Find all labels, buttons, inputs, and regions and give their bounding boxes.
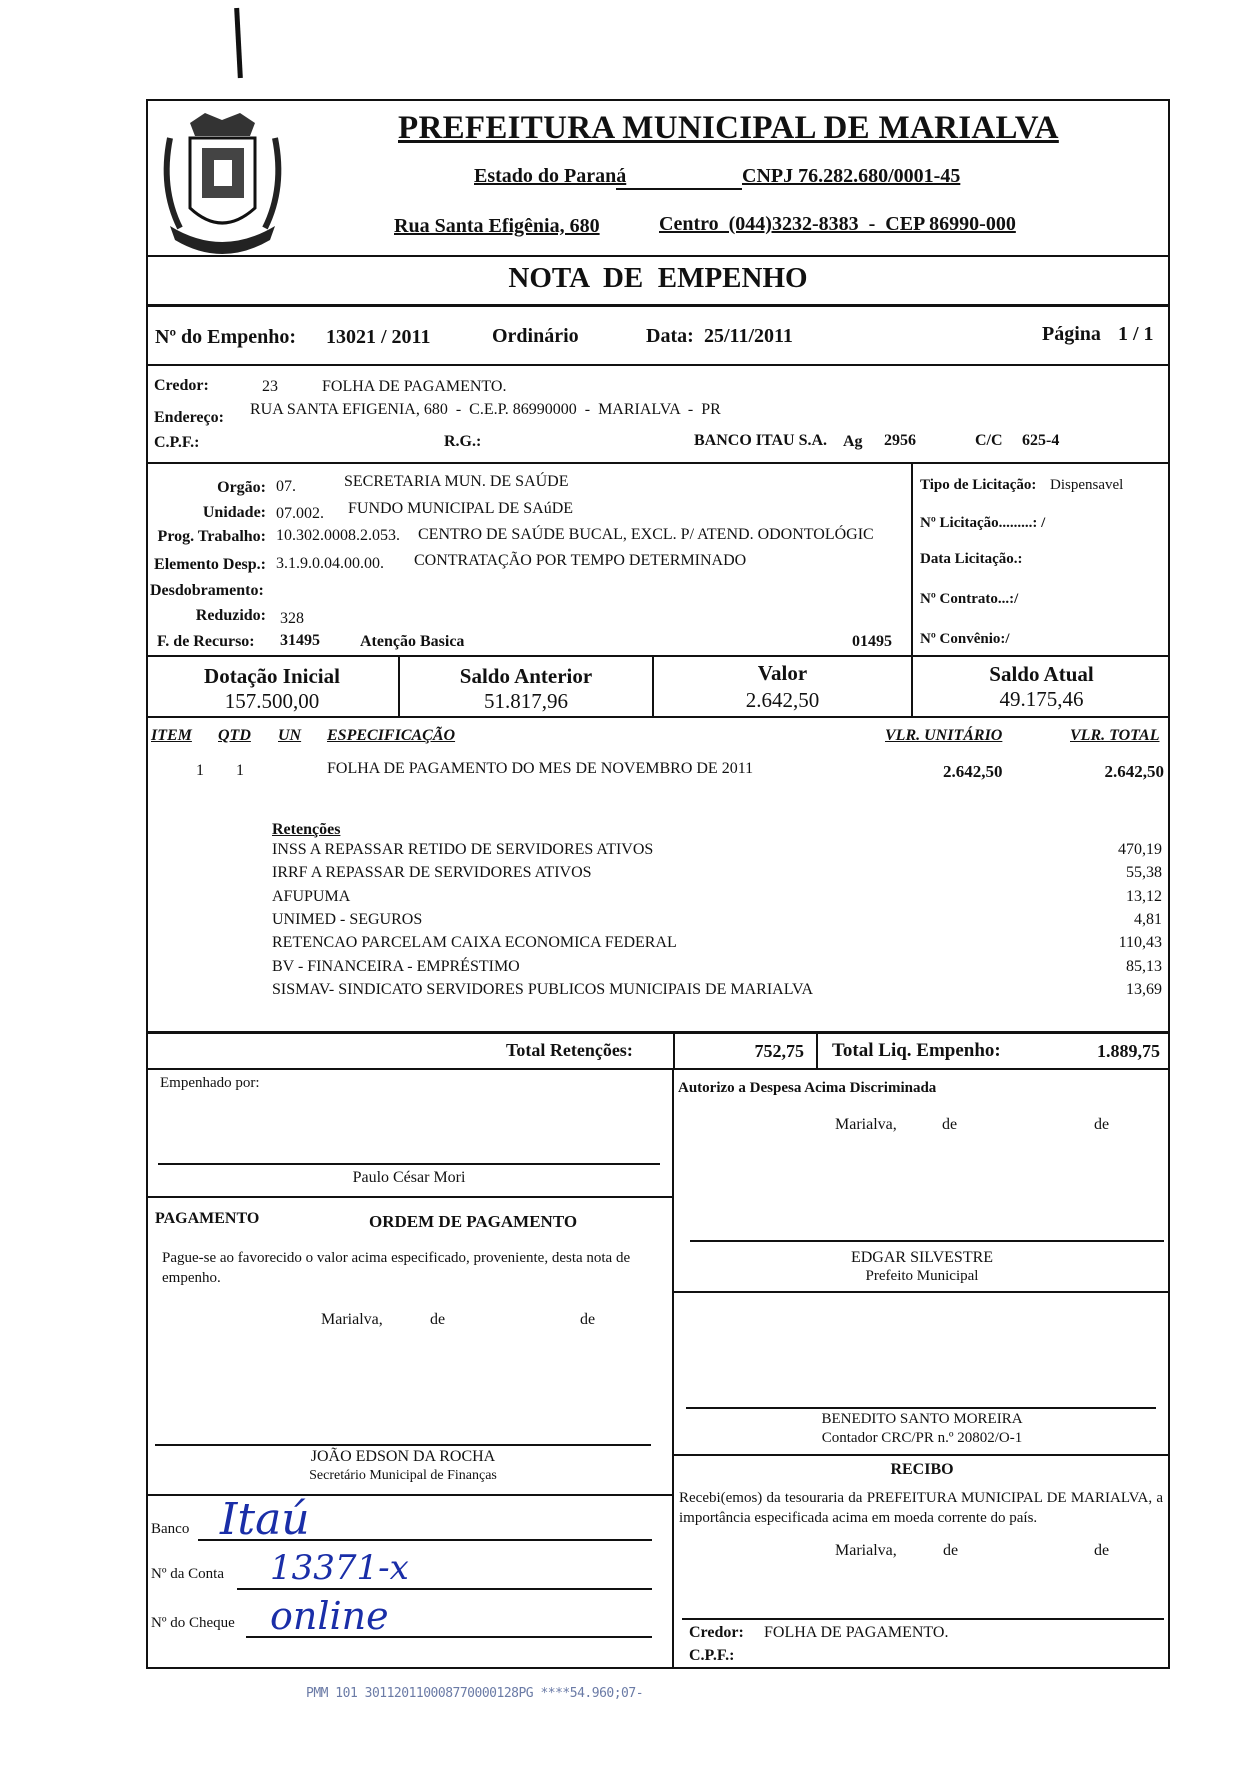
orgao-label: Orgão: bbox=[217, 479, 266, 496]
total-liq-label: Total Liq. Empenho: bbox=[832, 1040, 1001, 1061]
row-item: 1 bbox=[196, 762, 204, 779]
licitacao-number: Nº Licitação.........: / bbox=[920, 515, 1046, 531]
marialva-label: Marialva, bbox=[835, 1542, 897, 1559]
signature-line bbox=[682, 1618, 1164, 1620]
empenho-label: Nº do Empenho: bbox=[155, 326, 297, 348]
rule bbox=[146, 1031, 1170, 1034]
retencao-value: 85,13 bbox=[1126, 957, 1162, 975]
rule bbox=[146, 1196, 672, 1198]
recurso-code2: 01495 bbox=[852, 633, 892, 650]
empenhado-por-name: Paulo César Mori bbox=[352, 1169, 466, 1186]
unidade-name: FUNDO MUNICIPAL DE SAúDE bbox=[348, 500, 574, 517]
pague-text: Pague-se ao favorecido o valor acima especificado, proveniente, desta nota de empenho. bbox=[162, 1250, 631, 1286]
cnpj: CNPJ 76.282.680/0001-45 bbox=[742, 165, 961, 187]
endereco-label: Endereço: bbox=[154, 409, 224, 426]
district-phone-cep: Centro (044)3232-8383 - CEP 86990-000 bbox=[659, 213, 1016, 235]
secretario-role: Secretário Municipal de Finanças bbox=[309, 1468, 497, 1483]
contador-name: BENEDITO SANTO MOREIRA bbox=[821, 1411, 1023, 1427]
rule bbox=[146, 716, 1170, 718]
de-label: de bbox=[943, 1542, 959, 1559]
endereco-value: RUA SANTA EFIGENIA, 680 - C.E.P. 86990000 - MARIALVA - PR bbox=[250, 401, 721, 418]
retencao-value: 110,43 bbox=[1118, 934, 1162, 952]
conta-label: Nº da Conta bbox=[151, 1566, 224, 1582]
elemento-label: Elemento Desp.: bbox=[154, 556, 266, 573]
signature-line bbox=[686, 1407, 1156, 1409]
cheque-label: Nº do Cheque bbox=[151, 1615, 235, 1631]
rule bbox=[146, 304, 1170, 307]
valor-value: 2.642,50 bbox=[745, 688, 820, 712]
rule bbox=[146, 1068, 1170, 1070]
rule bbox=[672, 1068, 674, 1668]
cpf-label: C.P.F.: bbox=[689, 1647, 735, 1664]
rule bbox=[146, 364, 1170, 366]
total-retencoes-label: Total Retenções: bbox=[506, 1040, 633, 1060]
ag-label: Ag bbox=[843, 433, 863, 450]
valor-label: Valor bbox=[757, 661, 808, 685]
rule bbox=[911, 462, 913, 656]
cc-label: C/C bbox=[975, 432, 1003, 449]
total-retencoes-value: 752,75 bbox=[754, 1041, 804, 1061]
saldo-anterior-value: 51.817,96 bbox=[484, 689, 568, 713]
rg-label: R.G.: bbox=[444, 433, 482, 450]
rule bbox=[673, 1031, 675, 1069]
saldo-atual-label: Saldo Atual bbox=[989, 662, 1094, 686]
retencao-desc: RETENCAO PARCELAM CAIXA ECONOMICA FEDERAL bbox=[272, 934, 677, 952]
desdobramento-label: Desdobramento: bbox=[150, 582, 264, 599]
retencao-value: 13,69 bbox=[1126, 980, 1162, 998]
cc-value: 625-4 bbox=[1022, 432, 1060, 449]
doc-title: NOTA DE EMPENHO bbox=[508, 262, 808, 294]
credor-code: 23 bbox=[262, 378, 278, 395]
prog-name: CENTRO DE SAÚDE BUCAL, EXCL. P/ ATEND. ODONTOLÓGIC bbox=[418, 526, 874, 543]
reduzido-label: Reduzido: bbox=[195, 607, 266, 624]
retencao-desc: IRRF A REPASSAR DE SERVIDORES ATIVOS bbox=[272, 864, 592, 882]
retencao-desc: BV - FINANCEIRA - EMPRÉSTIMO bbox=[272, 957, 520, 975]
saldo-atual-value: 49.175,46 bbox=[999, 687, 1084, 711]
row-vlr-unitario: 2.642,50 bbox=[943, 762, 1003, 781]
prefeito-role: Prefeito Municipal bbox=[865, 1268, 979, 1284]
banco-label: Banco bbox=[151, 1521, 190, 1537]
rule bbox=[674, 1454, 1170, 1456]
col-un: UN bbox=[278, 727, 302, 744]
dotacao-label: Dotação Inicial bbox=[204, 664, 340, 688]
empenho-type: Ordinário bbox=[492, 325, 579, 347]
rule bbox=[674, 1291, 1170, 1293]
prefeito-name: EDGAR SILVESTRE bbox=[850, 1249, 994, 1266]
recurso-name: Atenção Basica bbox=[360, 633, 465, 650]
conta-handwriting: 13371-x bbox=[270, 1548, 409, 1588]
retencao-desc: SISMAV- SINDICATO SERVIDORES PUBLICOS MUNICIPAIS DE MARIALVA bbox=[272, 980, 814, 998]
recibo-text: Recebi(emos) da tesouraria da PREFEITURA MUNICIPAL DE MARIALVA, a importância especificada acima em moeda corrente do país. bbox=[679, 1490, 1163, 1526]
state-line bbox=[616, 188, 742, 190]
row-vlr-total: 2.642,50 bbox=[1104, 762, 1164, 781]
row-qtd: 1 bbox=[236, 762, 244, 779]
dotacao-value: 157.500,00 bbox=[224, 689, 320, 713]
de-label: de bbox=[430, 1311, 446, 1328]
marialva-label: Marialva, bbox=[835, 1116, 897, 1133]
signature-line bbox=[690, 1240, 1164, 1242]
rule bbox=[816, 1031, 818, 1069]
rule bbox=[146, 655, 1170, 657]
page-number: 1 / 1 bbox=[1118, 323, 1154, 345]
row-especificacao: FOLHA DE PAGAMENTO DO MES DE NOVEMBRO DE 2011 bbox=[327, 760, 754, 777]
signature-line bbox=[158, 1163, 660, 1165]
cheque-handwriting: online bbox=[270, 1594, 389, 1638]
retencoes-heading: Retenções bbox=[272, 821, 341, 838]
rule bbox=[146, 255, 1170, 257]
secretario-name: JOÃO EDSON DA ROCHA bbox=[310, 1448, 496, 1465]
orgao-code: 07. bbox=[276, 478, 296, 495]
recurso-code: 31495 bbox=[280, 632, 320, 649]
address: Rua Santa Efigênia, 680 bbox=[394, 215, 600, 237]
date-label: Data: bbox=[646, 325, 694, 347]
convenio-number: Nº Convênio:/ bbox=[920, 631, 1010, 647]
credor-value: FOLHA DE PAGAMENTO. bbox=[764, 1624, 949, 1641]
conta-line bbox=[237, 1588, 652, 1590]
credor-label: Credor: bbox=[154, 377, 209, 394]
footer-stamp: PMM 101 301120110008770000128PG ****54.960;07- bbox=[306, 1686, 644, 1701]
col-qtd: QTD bbox=[218, 727, 251, 744]
unidade-label: Unidade: bbox=[202, 504, 266, 521]
contador-role: Contador CRC/PR n.º 20802/O-1 bbox=[821, 1430, 1023, 1446]
contrato-number: Nº Contrato...:/ bbox=[920, 591, 1019, 607]
reduzido-value: 328 bbox=[280, 610, 304, 627]
credor-name: FOLHA DE PAGAMENTO. bbox=[322, 378, 507, 395]
recurso-label: F. de Recurso: bbox=[157, 633, 255, 650]
de-label: de bbox=[942, 1116, 958, 1133]
rule bbox=[146, 462, 1170, 464]
marialva-label: Marialva, bbox=[321, 1311, 383, 1328]
tipo-licitacao-value: Dispensavel bbox=[1050, 477, 1124, 493]
col-especificacao: ESPECIFICAÇÃO bbox=[327, 727, 456, 744]
de-label: de bbox=[1094, 1116, 1110, 1133]
retencao-desc: INSS A REPASSAR RETIDO DE SERVIDORES ATIVOS bbox=[272, 841, 654, 858]
col-vlr-unitario: VLR. UNITÁRIO bbox=[885, 727, 1003, 744]
pagamento-label: PAGAMENTO bbox=[155, 1210, 260, 1227]
page-label: Página bbox=[1042, 323, 1101, 345]
cpf-label: C.P.F.: bbox=[154, 434, 200, 451]
elemento-name: CONTRATAÇÃO POR TEMPO DETERMINADO bbox=[414, 552, 747, 569]
data-licitacao: Data Licitação.: bbox=[920, 551, 1023, 567]
elemento-code: 3.1.9.0.04.00.00. bbox=[276, 555, 384, 572]
empenho-number: 13021 / 2011 bbox=[326, 326, 431, 348]
retencao-value: 4,81 bbox=[1134, 910, 1162, 928]
unidade-code: 07.002. bbox=[276, 505, 324, 522]
credor-label: Credor: bbox=[689, 1624, 744, 1641]
state-label: Estado do Paraná bbox=[474, 165, 627, 187]
saldo-anterior-label: Saldo Anterior bbox=[459, 664, 593, 688]
prog-label: Prog. Trabalho: bbox=[157, 528, 266, 545]
prog-code: 10.302.0008.2.053. bbox=[276, 527, 400, 544]
empenhado-por-label: Empenhado por: bbox=[160, 1075, 260, 1091]
total-liq-value: 1.889,75 bbox=[1097, 1041, 1160, 1061]
retencao-value: 55,38 bbox=[1126, 864, 1162, 882]
tipo-licitacao-label: Tipo de Licitação: bbox=[920, 477, 1037, 493]
autorizo-label: Autorizo a Despesa Acima Discriminada bbox=[678, 1080, 937, 1096]
col-vlr-total: VLR. TOTAL bbox=[1070, 727, 1160, 744]
seal-banner-text: MARIALVA bbox=[200, 226, 250, 236]
retencao-desc: AFUPUMA bbox=[272, 887, 351, 905]
retencao-value: 13,12 bbox=[1126, 887, 1162, 905]
ag-value: 2956 bbox=[884, 432, 916, 449]
de-label: de bbox=[580, 1311, 596, 1328]
orgao-name: SECRETARIA MUN. DE SAÚDE bbox=[344, 473, 569, 490]
ordem-pagamento-label: ORDEM DE PAGAMENTO bbox=[369, 1212, 578, 1231]
page-title: PREFEITURA MUNICIPAL DE MARIALVA bbox=[398, 110, 1059, 146]
signature-line bbox=[155, 1444, 651, 1446]
recibo-label: RECIBO bbox=[890, 1461, 954, 1478]
retencao-desc: UNIMED - SEGUROS bbox=[272, 910, 423, 928]
de-label: de bbox=[1094, 1542, 1110, 1559]
bank-name: BANCO ITAU S.A. bbox=[694, 432, 828, 449]
date-value: 25/11/2011 bbox=[704, 325, 793, 347]
banco-handwriting: Itaú bbox=[220, 1494, 310, 1545]
scan-mark bbox=[234, 8, 243, 78]
col-item: ITEM bbox=[151, 727, 192, 744]
retencao-value: 470,19 bbox=[1118, 841, 1162, 858]
